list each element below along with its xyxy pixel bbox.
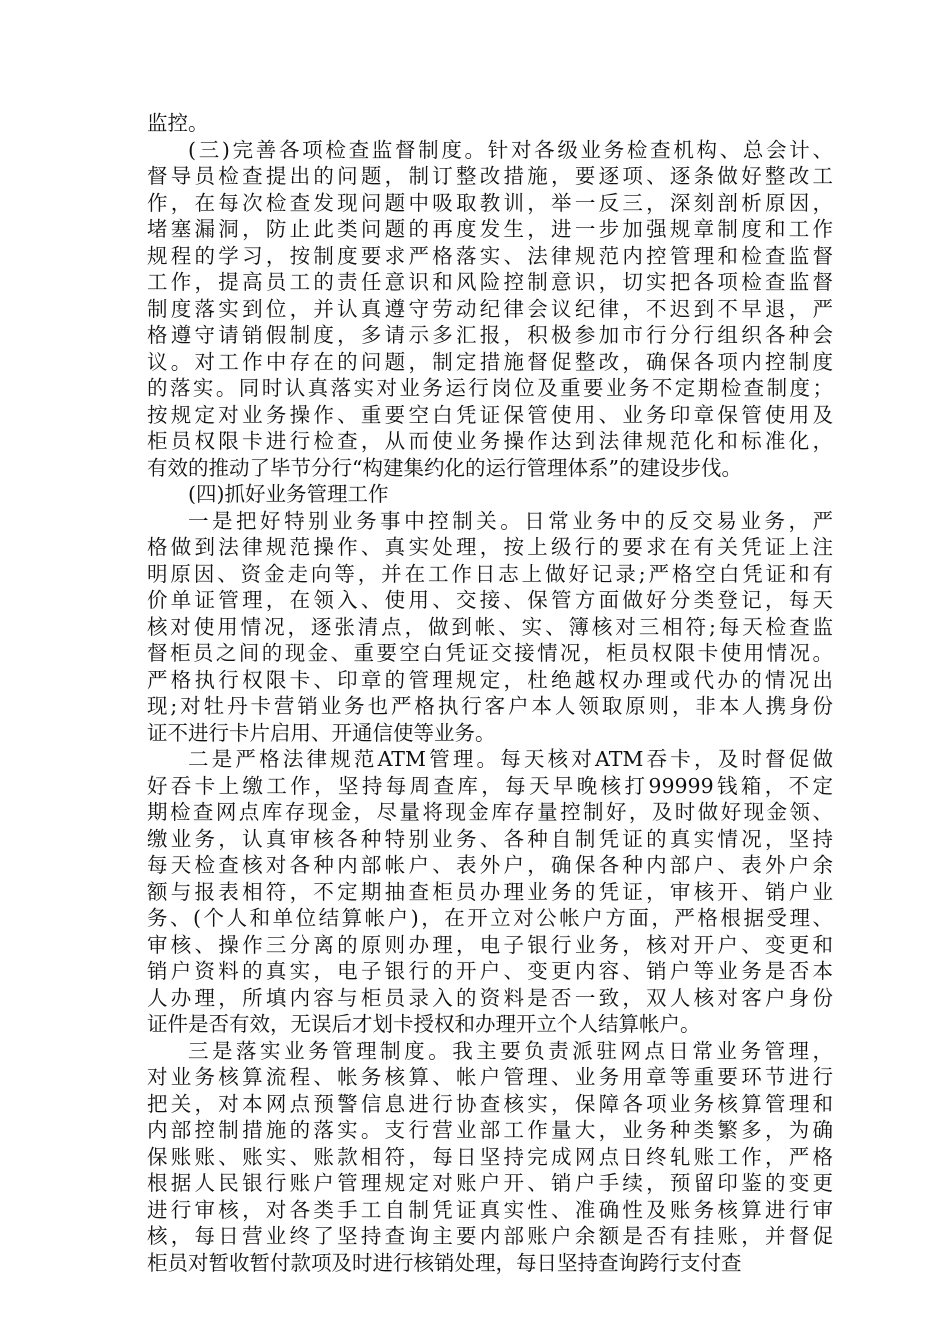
paragraph-p0 — [147, 110, 833, 137]
text-line: 规程的学习，按制度要求严格落实、法律规范内控管理和检查监督 — [147, 243, 833, 268]
text-line: 一是把好特别业务事中控制关。日常业务中的反交易业务，严 — [188, 508, 833, 533]
paragraph-p2 — [147, 481, 833, 508]
text-line: 柜员对暂收暂付款项及时进行核销处理，每日坚持查询跨行支付查 — [147, 1250, 742, 1275]
paragraph-p1 — [147, 137, 833, 482]
text-line: 审核、操作三分离的原则办理，电子银行业务，核对开户、变更和 — [147, 932, 833, 957]
paragraph-p4 — [147, 746, 833, 1038]
text-line: 二是严格法律规范ATM管理。每天核对ATM吞卡，及时督促做 — [188, 747, 833, 771]
text-line: 监控。 — [147, 111, 209, 135]
text-line: 制度落实到位，并认真遵守劳动纪律会议纪律，不迟到不早退，严 — [147, 296, 833, 321]
text-line: 每天检查核对各种内部帐户、表外户，确保各种内部户、表外户余 — [147, 853, 833, 877]
text-line: 按规定对业务操作、重要空白凭证保管使用、业务印章保管使用及 — [147, 402, 833, 427]
text-line: 务、(个人和单位结算帐户)，在开立对公帐户方面，严格根据受理、 — [147, 906, 833, 930]
text-line: 议。对工作中存在的问题，制定措施督促整改，确保各项内控制度 — [147, 349, 833, 374]
text-line: 期检查网点库存现金，尽量将现金库存量控制好，及时做好现金领、 — [147, 800, 833, 824]
text-line: 核，每日营业终了坚持查询主要内部账户余额是否有挂账，并督促 — [147, 1224, 833, 1248]
text-line: 进行审核，对各类手工自制凭证真实性、准确性及账务核算进行审 — [147, 1197, 833, 1222]
text-line: 督导员检查提出的问题，制订整改措施，要逐项、逐条做好整改工 — [147, 164, 833, 188]
text-line: 人办理，所填内容与柜员录入的资料是否一致，双人核对客户身份 — [147, 985, 833, 1010]
text-line: 堵塞漏洞，防止此类问题的再度发生，进一步加强规章制度和工作 — [147, 217, 833, 241]
paragraph-p5 — [147, 1038, 833, 1277]
text-line: 保账账、账实、账款相符，每日坚持完成网点日终轧账工作，严格 — [147, 1144, 833, 1169]
text-line: 作，在每次检查发现问题中吸取教训，举一反三，深刻剖析原因， — [147, 190, 833, 215]
text-line: 格遵守请销假制度，多请示多汇报，积极参加市行分行组织各种会 — [147, 323, 833, 347]
text-line: 额与报表相符，不定期抽查柜员办理业务的凭证，审核开、销户业 — [147, 879, 833, 904]
text-line: 对业务核算流程、帐务核算、帐户管理、业务用章等重要环节进行 — [147, 1065, 833, 1089]
text-line: 的落实。同时认真落实对业务运行岗位及重要业务不定期检查制度； — [147, 376, 833, 400]
text-line: 现;对牡丹卡营销业务也严格执行客户本人领取原则，非本人携身份 — [147, 694, 833, 718]
text-line: 把关，对本网点预警信息进行协查核实，保障各项业务核算管理和 — [147, 1091, 833, 1116]
text-line: 严格执行权限卡、印章的管理规定，杜绝越权办理或代办的情况出 — [147, 667, 833, 692]
text-line: 证件是否有效，无误后才划卡授权和办理开立个人结算帐户。 — [147, 1012, 701, 1036]
text-line: 有效的推动了毕节分行“构建集约化的运行管理体系”的建设步伐。 — [147, 455, 742, 480]
text-line: 明原因、资金走向等，并在工作日志上做好记录;严格空白凭证和有 — [147, 561, 833, 586]
text-line: 内部控制措施的落实。支行营业部工作量大，业务种类繁多，为确 — [147, 1118, 833, 1142]
text-line: 核对使用情况，逐张清点，做到帐、实、簿核对三相符;每天检查监 — [147, 614, 833, 639]
text-line: 证不进行卡片启用、开通信使等业务。 — [147, 720, 496, 745]
text-line: 督柜员之间的现金、重要空白凭证交接情况，柜员权限卡使用情况。 — [147, 641, 833, 665]
document-page — [147, 110, 833, 1276]
text-line: 好吞卡上缴工作，坚持每周查库，每天早晚核打99999钱箱，不定 — [147, 773, 833, 798]
text-line: (三)完善各项检查监督制度。针对各级业务检查机构、总会计、 — [188, 137, 833, 162]
text-line: (四)抓好业务管理工作 — [188, 482, 389, 506]
text-line: 工作，提高员工的责任意识和风险控制意识，切实把各项检查监督 — [147, 270, 833, 294]
paragraph-p3 — [147, 508, 833, 747]
text-line: 格做到法律规范操作、真实处理，按上级行的要求在有关凭证上注 — [147, 535, 833, 559]
text-line: 三是落实业务管理制度。我主要负责派驻网点日常业务管理， — [188, 1038, 833, 1063]
text-line: 根据人民银行账户管理规定对账户开、销户手续，预留印鉴的变更 — [147, 1171, 833, 1195]
text-line: 缴业务，认真审核各种特别业务、各种自制凭证的真实情况，坚持 — [147, 826, 833, 851]
text-line: 柜员权限卡进行检查，从而使业务操作达到法律规范化和标准化， — [147, 429, 833, 453]
text-line: 销户资料的真实，电子银行的开户、变更内容、销户等业务是否本 — [147, 959, 833, 983]
text-line: 价单证管理，在领入、使用、交接、保管方面做好分类登记，每天 — [147, 588, 833, 612]
